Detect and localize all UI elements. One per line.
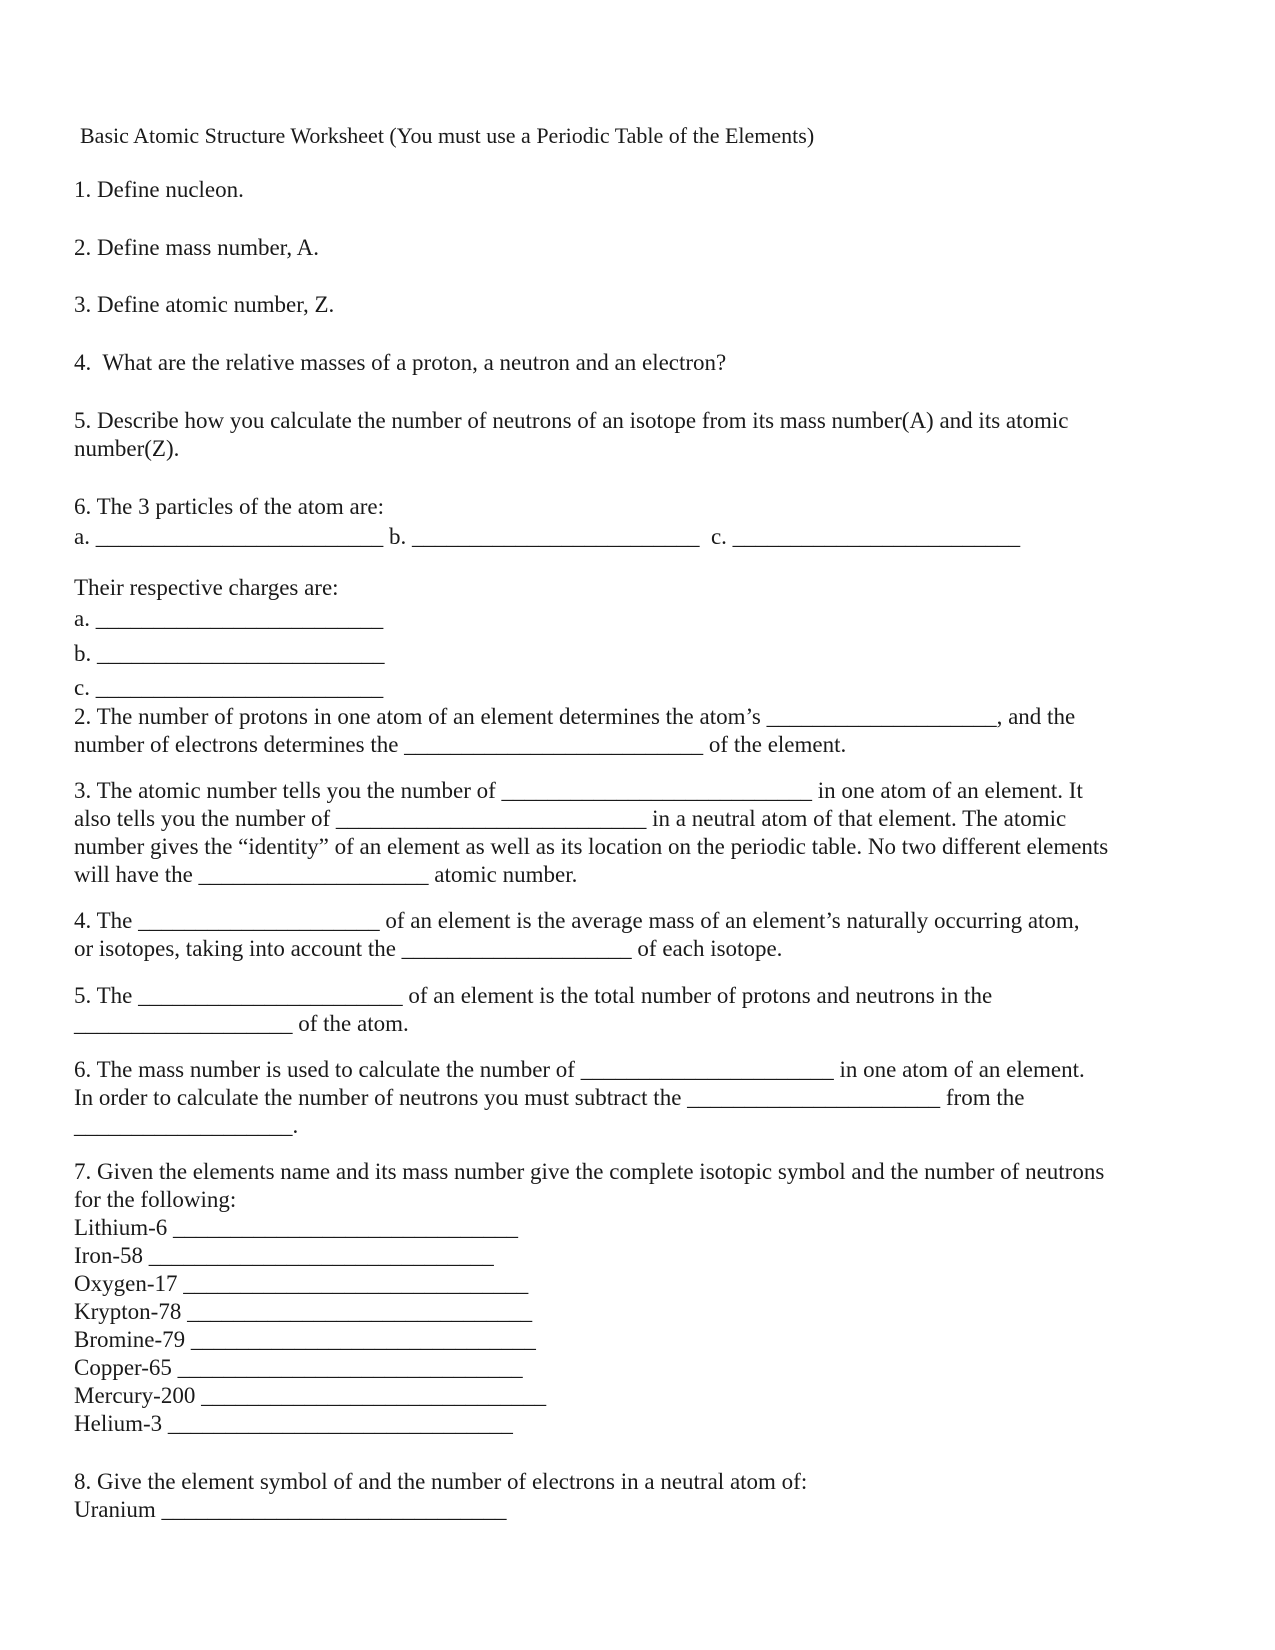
question-7-line-1: 7. Given the elements name and its mass number give the complete isotopic symbol and the number of neutrons — [74, 1159, 1105, 1184]
charges-heading: Their respective charges are: — [74, 575, 339, 600]
part1-question-3: 3. Define atomic number, Z. — [74, 292, 335, 317]
part1-question-4: 4. What are the relative masses of a proton, a neutron and an electron? — [74, 350, 727, 375]
isotope-answer-line: Copper-65 ______________________________ — [74, 1355, 523, 1380]
charge-answer-c: c. _________________________ — [74, 675, 384, 700]
fill-in-6-line-1: 6. The mass number is used to calculate the number of ______________________ in one atom of an element. — [74, 1057, 1085, 1082]
question-8-answer-uranium: Uranium ______________________________ — [74, 1497, 507, 1522]
charge-answer-a: a. _________________________ — [74, 606, 384, 631]
part1-question-5-line-2: number(Z). — [74, 436, 180, 461]
isotope-answer-line: Iron-58 ______________________________ — [74, 1243, 494, 1268]
fill-in-3-line-4: will have the ____________________ atomic number. — [74, 862, 578, 887]
fill-in-5-line-1: 5. The _______________________ of an element is the total number of protons and neutrons in the — [74, 983, 993, 1008]
fill-in-2-line-2: number of electrons determines the __________________________ of the element. — [74, 732, 847, 757]
fill-in-5-line-2: ___________________ of the atom. — [74, 1011, 409, 1036]
fill-in-2-line-1: 2. The number of protons in one atom of an element determines the atom’s ____________________, and the — [74, 704, 1076, 729]
fill-in-3-line-2: also tells you the number of ___________________________ in a neutral atom of that element. The atomic — [74, 806, 1067, 831]
isotope-answer-line: Lithium-6 ______________________________ — [74, 1215, 519, 1240]
isotope-answer-line: Mercury-200 ______________________________ — [74, 1383, 547, 1408]
worksheet-title: Basic Atomic Structure Worksheet (You must use a Periodic Table of the Elements) — [80, 123, 815, 148]
part1-question-6-heading: 6. The 3 particles of the atom are: — [74, 494, 384, 519]
fill-in-6-line-3: ___________________. — [74, 1113, 299, 1138]
question-7-line-2: for the following: — [74, 1187, 237, 1212]
isotope-answer-line: Helium-3 ______________________________ — [74, 1411, 513, 1436]
fill-in-4-line-2: or isotopes, taking into account the ____________________ of each isotope. — [74, 936, 783, 961]
isotope-answer-line: Bromine-79 ______________________________ — [74, 1327, 536, 1352]
part1-question-5-line-1: 5. Describe how you calculate the number of neutrons of an isotope from its mass number(A) and its atomic — [74, 408, 1069, 433]
fill-in-4-line-1: 4. The _____________________ of an element is the average mass of an element’s naturally occurring atom, — [74, 908, 1080, 933]
charge-answer-b: b. _________________________ — [74, 641, 385, 666]
fill-in-3-line-3: number gives the “identity” of an element as well as its location on the periodic table. No two different elements — [74, 834, 1109, 859]
part1-question-1: 1. Define nucleon. — [74, 177, 244, 202]
part1-question-2: 2. Define mass number, A. — [74, 235, 320, 260]
fill-in-3-line-1: 3. The atomic number tells you the number of ___________________________ in one atom of an element. It — [74, 778, 1083, 803]
isotope-answer-line: Krypton-78 ______________________________ — [74, 1299, 533, 1324]
fill-in-6-line-2: In order to calculate the number of neutrons you must subtract the ______________________ from the — [74, 1085, 1025, 1110]
question-8-heading: 8. Give the element symbol of and the number of electrons in a neutral atom of: — [74, 1469, 808, 1494]
particles-answer-row: a. _________________________ b. _________________________ c. _________________________ — [74, 524, 1021, 549]
isotope-answer-line: Oxygen-17 ______________________________ — [74, 1271, 529, 1296]
